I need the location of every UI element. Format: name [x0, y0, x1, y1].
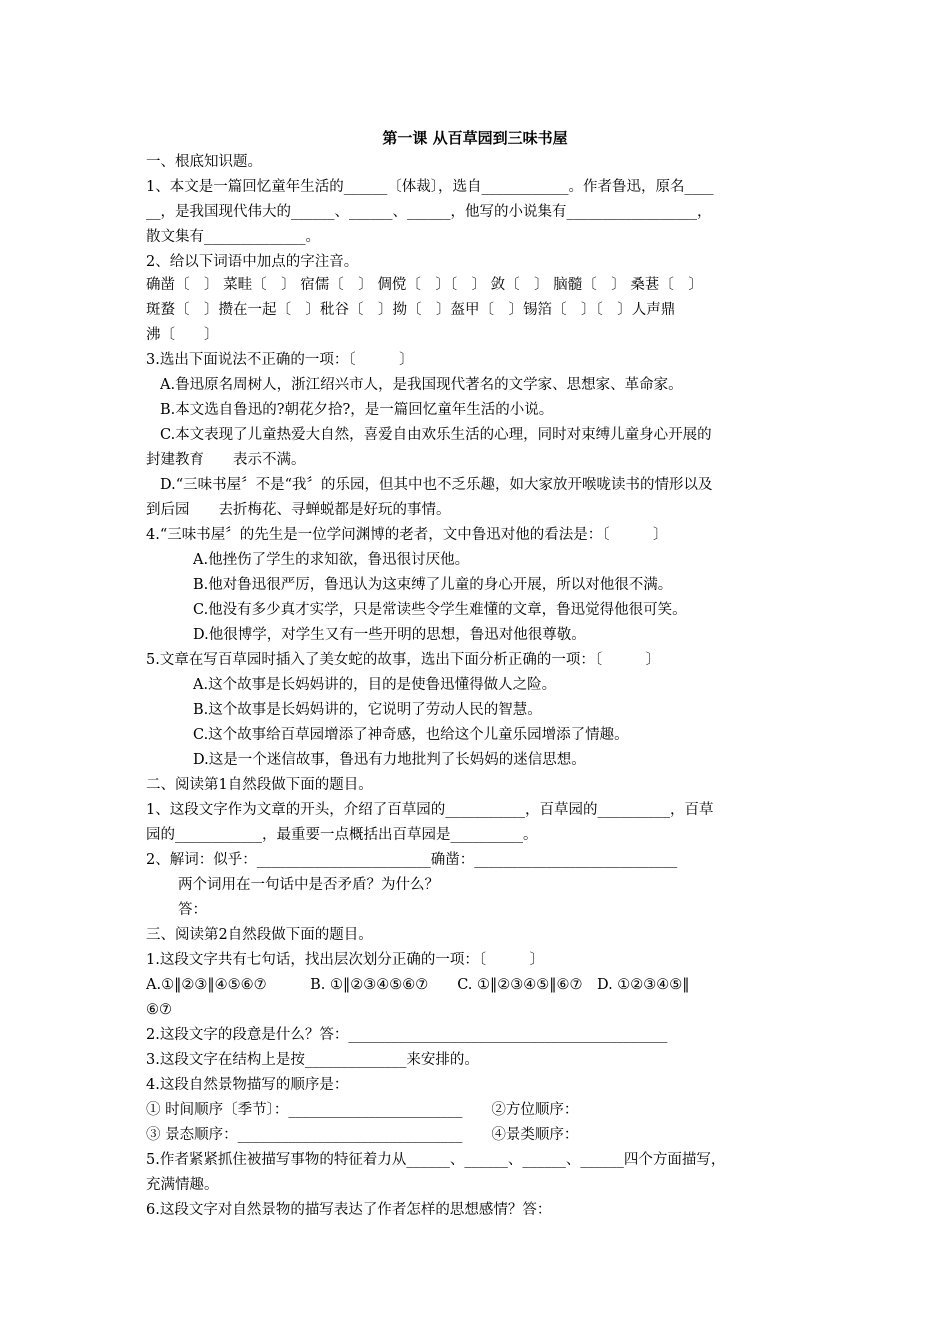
- text-line: 1、本文是一篇回忆童年生活的______〔体裁〕，选自____________。作者鲁迅，原名____: [146, 179, 714, 195]
- option: A.他挫伤了学生的求知欲，鲁迅很讨厌他。: [193, 552, 470, 568]
- text-line: 1、这段文字作为文章的开头，介绍了百草园的___________，百草园的__________，百草: [146, 802, 714, 818]
- text-line: ③ 景态顺序：_______________________________ ④景类顺序：: [146, 1127, 579, 1143]
- option: D.“三味书屋〞不是“我〞的乐园，但其中也不乏乐趣，如大家放开喉咙读书的情形以及: [160, 477, 713, 493]
- text-line: 确凿〔 〕 菜畦〔 〕 宿儒〔 〕 倜傥〔 〕〔 〕 敛〔 〕 脑髓〔 〕 桑葚〔 〕: [146, 277, 703, 293]
- text-line: 封建教育 表示不满。: [146, 452, 306, 468]
- section-heading: 一、根底知识题。: [146, 154, 262, 170]
- question: 3.这段文字在结构上是按______________来安排的。: [146, 1052, 479, 1068]
- section-heading: 三、阅读第2自然段做下面的题目。: [146, 927, 373, 943]
- option: B.本文选自鲁迅的?朝花夕拾?，是一篇回忆童年生活的小说。: [160, 402, 554, 418]
- text-line: 园的____________，最重要一点概括出百草园是__________。: [146, 827, 538, 843]
- text-line: 沸〔 〕: [146, 327, 219, 343]
- page-title: 第一课 从百草园到三味书屋: [382, 129, 568, 147]
- question: 4.这段自然景物描写的顺序是：: [146, 1077, 349, 1093]
- option: A.这个故事是长妈妈讲的，目的是使鲁迅懂得做人之险。: [193, 677, 557, 693]
- option: B.这个故事是长妈妈讲的，它说明了劳动人民的智慧。: [193, 702, 542, 718]
- question: 2.这段文字的段意是什么？答：____________________________________________: [146, 1027, 668, 1043]
- option: C.本文表现了儿童热爱大自然，喜爱自由欢乐生活的心理，同时对束缚儿童身心开展的: [160, 427, 712, 443]
- text-line: 2、给以下词语中加点的字注音。: [146, 254, 359, 270]
- question: 1.这段文字共有七句话，找出层次划分正确的一项：〔 〕: [146, 952, 545, 968]
- option: A.鲁迅原名周树人，浙江绍兴市人，是我国现代著名的文学家、思想家、革命家。: [160, 377, 683, 393]
- text-line: ⑥⑦: [146, 1002, 172, 1018]
- text-line: 到后园 去折梅花、寻蝉蜕都是好玩的事情。: [146, 502, 451, 518]
- text-line: 两个词用在一句话中是否矛盾？为什么？: [178, 877, 439, 893]
- text-line: ① 时间顺序〔季节〕：________________________ ②方位顺序：: [146, 1102, 579, 1118]
- text-line: 充满情趣。: [146, 1177, 219, 1193]
- option: D.这是一个迷信故事，鲁迅有力地批判了长妈妈的迷信思想。: [193, 752, 586, 768]
- text-line: 散文集有______________。: [146, 229, 320, 245]
- option: B.他对鲁迅很严厉，鲁迅认为这束缚了儿童的身心开展，所以对他很不满。: [193, 577, 673, 593]
- option-row: A.①‖②③‖④⑤⑥⑦ B. ①‖②③④⑤⑥⑦ C. ①‖②③④⑤‖⑥⑦ D. ①②③④⑤‖: [146, 977, 690, 993]
- option: C.他没有多少真才实学，只是常读些令学生难懂的文章，鲁迅觉得他很可笑。: [193, 602, 687, 618]
- text-line: __，是我国现代伟大的______、______、______，他写的小说集有__________________，: [146, 204, 712, 220]
- question: 4.“三味书屋〞的先生是一位学问渊博的老者，文中鲁迅对他的看法是：〔 〕: [146, 527, 668, 543]
- question: 5.文章在写百草园时插入了美女蛇的故事，选出下面分析正确的一项：〔 〕: [146, 652, 661, 668]
- text-line: 斑蝥〔 〕攒在一起〔 〕秕谷〔 〕拗〔 〕盔甲〔 〕锡箔〔 〕〔 〕人声鼎: [146, 302, 676, 318]
- option: C.这个故事给百草园增添了神奇感，也给这个儿童乐园增添了情趣。: [193, 727, 629, 743]
- answer-label: 答：: [178, 902, 207, 918]
- section-heading: 二、阅读第1自然段做下面的题目。: [146, 777, 373, 793]
- question: 6.这段文字对自然景物的描写表达了作者怎样的思想感情？答：: [146, 1202, 552, 1218]
- question: 3.选出下面说法不正确的一项：〔 〕: [146, 352, 414, 368]
- option: D.他很博学，对学生又有一些开明的思想，鲁迅对他很尊敬。: [193, 627, 586, 643]
- text-line: 2、解词：似乎：________________________确凿：____________________________: [146, 852, 678, 868]
- question: 5.作者紧紧抓住被描写事物的特征着力从______、______、______、______四个方面描写，: [146, 1152, 726, 1168]
